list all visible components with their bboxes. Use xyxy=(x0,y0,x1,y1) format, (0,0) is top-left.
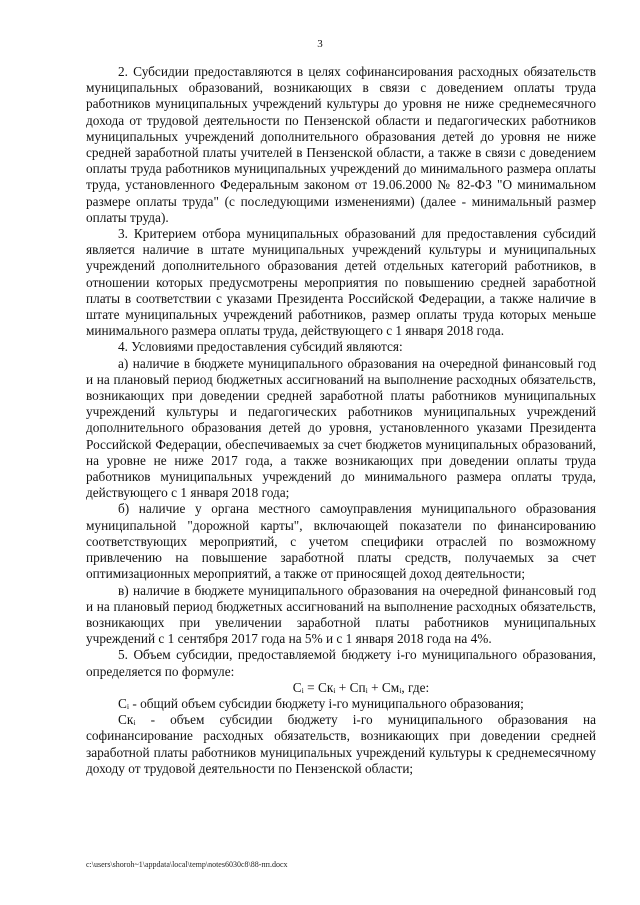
document-body xyxy=(86,64,596,777)
page-number: 3 xyxy=(317,38,323,50)
paragraph-4: 4. Условиями предоставления субсидий являются: xyxy=(118,339,403,355)
paragraph-3: 3. Критерием отбора муниципальных образований для предоставления субсидий является наличие в штате муниципальных учреждений культуры и муниципальных учреждений дополнительного образования детей отдельных категорий работников, в отношении которых предусмотрены мероприятия по повышению средней заработной платы в соответствии с указами Президента Российской Федерации, а также наличие в штате муниципальных учреждений работников, размер оплаты труда которых меньше минимального размера оплаты труда, действующего с 1 января 2018 года. xyxy=(86,226,596,339)
definition-ci: Сᵢ - общий объем субсидии бюджету i-го муниципального образования; xyxy=(118,695,524,711)
paragraph-4b: б) наличие у органа местного самоуправления муниципального образования муниципальной "дорожной карты", включающей показатели по финансированию соответствующих мероприятий, с учетом специфики отраслей по возможному привлечению на повышение заработной платы средств, получаемых за счет оптимизационных мероприятий, а также от приносящей доход деятельности; xyxy=(86,501,596,582)
paragraph-4a: а) наличие в бюджете муниципального образования на очередной финансовый год и на плановый период бюджетных ассигнований на выполнение расходных обязательств, возникающих при доведении средней заработной платы работников муниципальных учреждений культуры и педагогических работников муниципальных учреждений дополнительного образования детей до уровня, установленного указами Президента Российской Федерации, обеспечиваемых за счет бюджетов муниципальных образований, на уровне не ниже 2017 года, а также возникающих при доведении оплаты труда работников муниципальных учреждений до минимального размера оплаты труда, действующего с 1 января 2018 года; xyxy=(86,355,596,501)
paragraph-2: 2. Субсидии предоставляются в целях софинансирования расходных обязательств муниципальных образований, возникающих в связи с доведением оплаты труда работников муниципальных учреждений культуры до уровня не ниже среднемесячного дохода от трудовой деятельности по Пензенской области и педагогических работников муниципальных учреждений дополнительного образования детей до уровня не ниже средней заработной платы учителей в Пензенской области, а также в связи с доведением оплаты труда работников муниципальных учреждений до минимального размера оплаты труда, установленного Федеральным законом от 19.06.2000 № 82-ФЗ "О минимальном размере оплаты труда" (с последующими изменениями) (далее - минимальный размер оплаты труда). xyxy=(86,64,596,225)
paragraph-5: 5. Объем субсидии, предоставляемой бюджету i-го муниципального образования, определяется по формуле: xyxy=(86,647,596,679)
definition-cki: Скᵢ - объем субсидии бюджету i-го муниципального образования на софинансирование расходных обязательств, возникающих при доведении средней заработной платы работников муниципальных учреждений культуры к среднемесячному доходу от трудовой деятельности по Пензенской области; xyxy=(86,712,596,776)
file-path-footer: c:\users\shoroh~1\appdata\local\temp\notes6030c8\88-пп.docx xyxy=(86,860,288,869)
formula: Сᵢ = Скᵢ + Спᵢ + Смᵢ, где: xyxy=(292,679,430,695)
paragraph-4v: в) наличие в бюджете муниципального образования на очередной финансовый год и на плановый период бюджетных ассигнований на выполнение расходных обязательств, возникающих при увеличении заработной платы работников муниципальных учреждений с 1 сентября 2017 года на 5% и с 1 января 2018 года на 4%. xyxy=(86,582,596,647)
